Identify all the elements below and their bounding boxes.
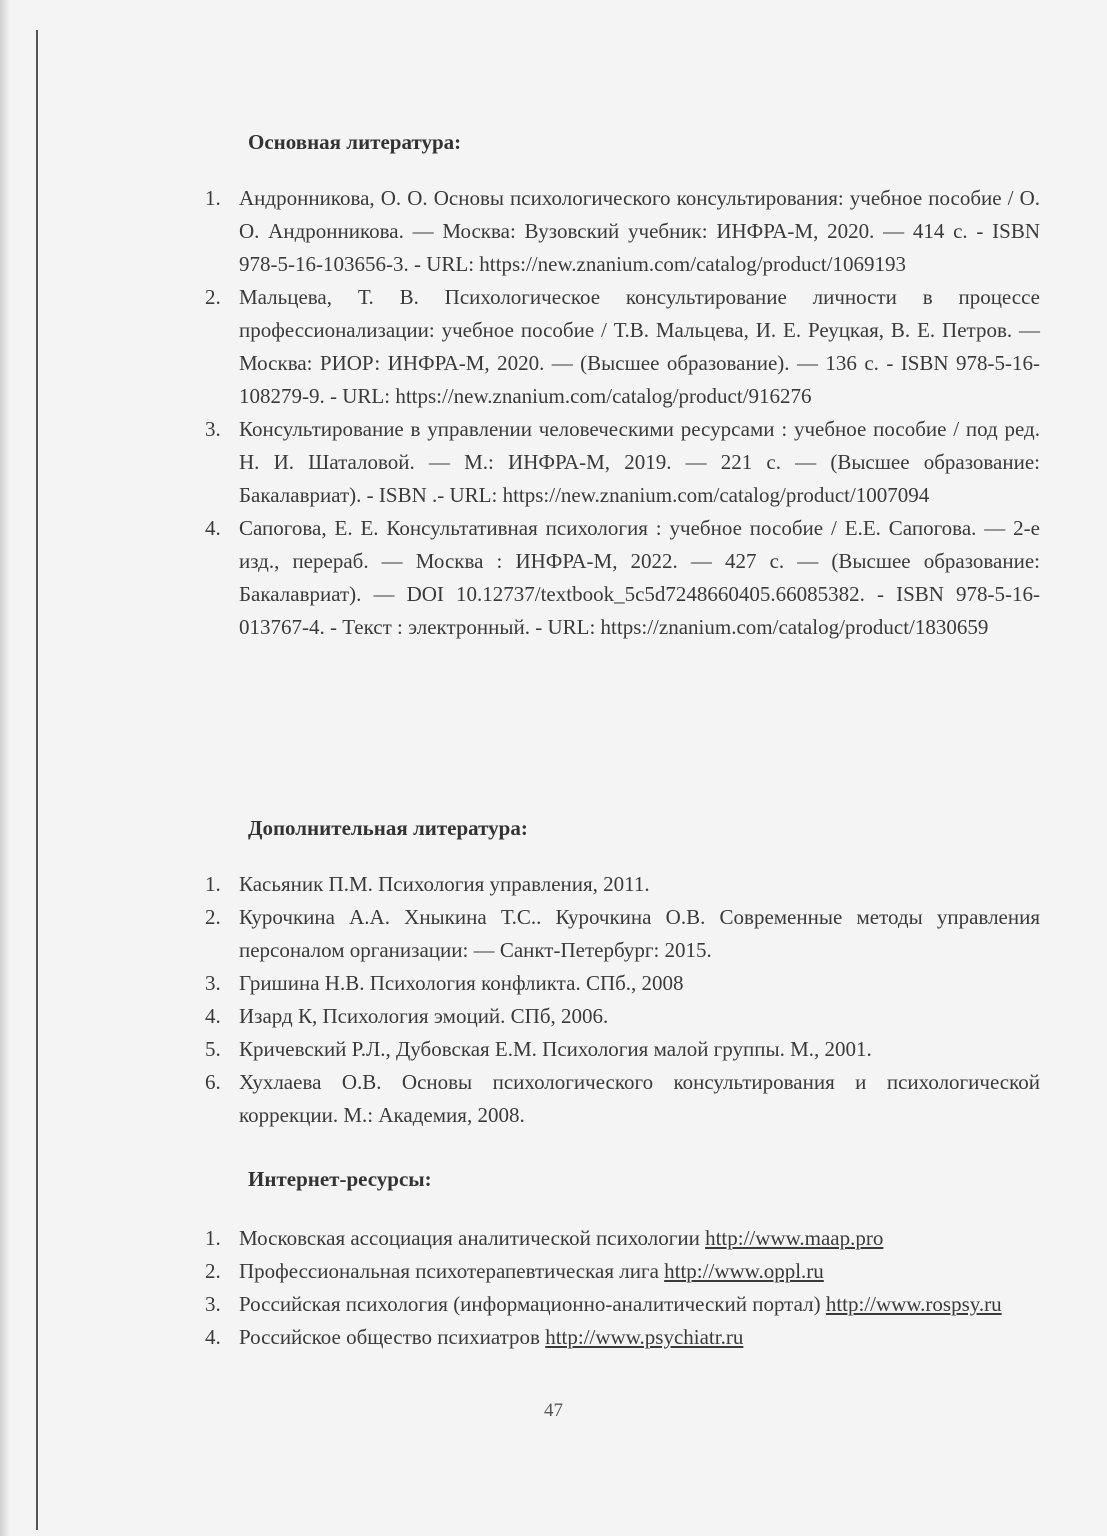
additional-literature-heading: Дополнительная литература: [248,816,528,840]
main-literature-list [205,182,1040,644]
list-item: 1. Андронникова, О. О. Основы психологического консультирования: учебное пособие / О. О. Андронникова. — Москва: Вузовский учебник: ИНФРА-М, 2020. — 414 с. - ISBN 978-5-16-103656-3. - URL: https://new.znanium.com/catalog/product/1069193 [205,186,1040,276]
resource-link[interactable]: http://www.rospsy.ru [825,1292,1002,1316]
resource-link[interactable]: http://www.oppl.ru [664,1259,824,1283]
list-item: 2. Курочкина А.А. Хныкина Т.С.. Курочкина О.В. Современные методы управления персоналом организации: — Санкт-Петербург: 2015. [205,905,1040,962]
list-item: 4. Сапогова, Е. Е. Консультативная психология : учебное пособие / Е.Е. Сапогова. — 2-е изд., перераб. — Москва : ИНФРА-М, 2022. — 427 с. — (Высшее образование: Бакалавриат). — DOI 10.12737/textbook_5c5d7248660405.66085382. - ISBN 978-5-16- 013767-4. - Текст : электронный. - URL: https://znanium.com/catalog/product/1830659 [205,516,1040,639]
resource-link[interactable]: http://www.psychiatr.ru [545,1325,744,1349]
additional-literature-list [205,868,1040,1132]
list-item: 3. Гришина Н.В. Психология конфликта. СПб., 2008 [205,971,684,995]
page-number: 47 [544,1400,563,1421]
list-item: 3. Консультирование в управлении человеческими ресурсами : учебное пособие / под ред. Н. И. Шаталовой. — М.: ИНФРА-М, 2019. — 221 с. — (Высшее образование: Бакалавриат). - ISBN .- URL: https://new.znanium.com/catalog/product/1007094 [205,417,1040,507]
list-item: 1. Московская ассоциация аналитической психологии http://www.maap.pro [205,1226,884,1250]
list-item: 6. Хухлаева О.В. Основы психологического консультирования и психологической коррекции. М.: Академия, 2008. [205,1070,1040,1127]
list-item: 1. Касьяник П.М. Психология управления, 2011. [205,872,650,896]
resource-link[interactable]: http://www.maap.pro [705,1226,884,1250]
list-item: 2. Профессиональная психотерапевтическая лига http://www.oppl.ru [205,1259,824,1283]
internet-resources-heading: Интернет-ресурсы: [248,1167,432,1191]
list-item: 5. Кричевский Р.Л., Дубовская Е.М. Психология малой группы. М., 2001. [205,1037,872,1061]
list-item: 3. Российская психология (информационно-аналитический портал) http://www.rospsy.ru [205,1292,1002,1316]
list-item: 2. Мальцева, Т. В. Психологическое консультирование личности в процессе профессионализации: учебное пособие / Т.В. Мальцева, И. Е. Реуцкая, В. Е. Петров. — Москва: РИОР: ИНФРА-М, 2020. — (Высшее образование). — 136 с. - ISBN 978-5-16- 108279-9. - URL: https://new.znanium.com/catalog/product/916276 [205,285,1040,408]
main-literature-heading: Основная литература: [248,130,462,154]
list-item: 4. Российское общество психиатров http://www.psychiatr.ru [205,1325,744,1349]
internet-resources-list [205,1222,1040,1354]
list-item: 4. Изард К, Психология эмоций. СПб, 2006. [205,1004,609,1028]
